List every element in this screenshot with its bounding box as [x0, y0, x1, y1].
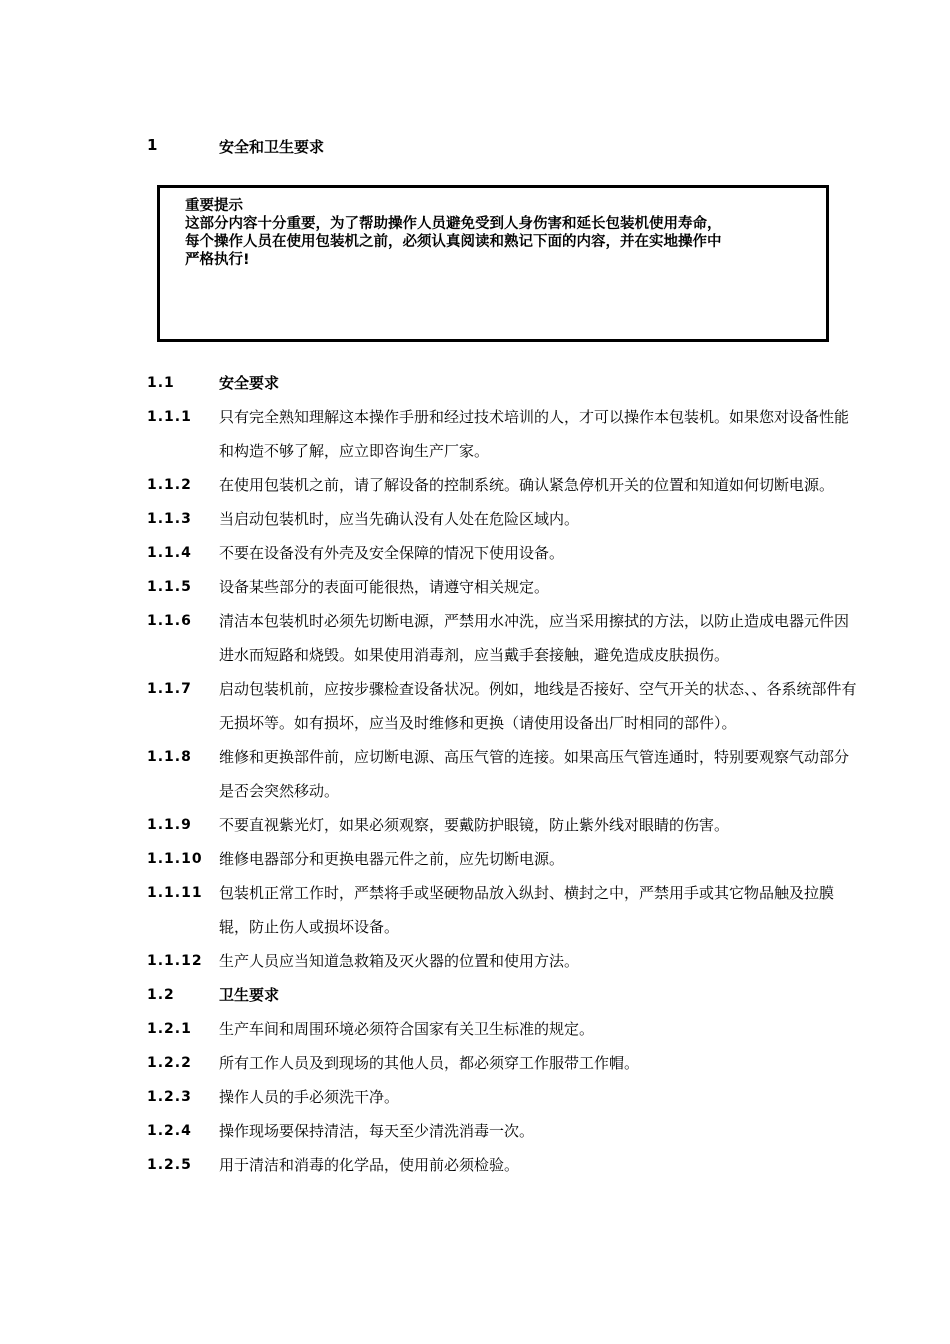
item-number: 1.1.2	[147, 477, 192, 493]
item-number: 1.1.6	[147, 613, 192, 629]
list-item	[147, 1080, 859, 1114]
item-text: 当启动包装机时，应当先确认没有人处在危险区域内。	[219, 510, 580, 528]
item-text: 设备某些部分的表面可能很热，请遵守相关规定。	[219, 578, 550, 596]
list-item	[147, 944, 859, 978]
list-item	[147, 570, 859, 604]
item-text: 不要在设备没有外壳及安全保障的情况下使用设备。	[219, 544, 565, 562]
item-number: 1.2.1	[147, 1021, 192, 1037]
list-item	[147, 1148, 859, 1182]
item-text: 不要直视紫光灯，如果必须观察，要戴防护眼镜，防止紫外线对眼睛的伤害。	[219, 816, 730, 834]
list-item	[147, 1046, 859, 1080]
item-number: 1.1.4	[147, 545, 192, 561]
chapter-heading	[147, 136, 324, 157]
item-text: 清洁本包装机时必须先切断电源，严禁用水冲洗，应当采用擦拭的方法，以防止造成电器元件因进水而短路和烧毁。如果使用消毒剂，应当戴手套接触，避免造成皮肤损伤。	[219, 612, 850, 664]
chapter-title: 安全和卫生要求	[219, 138, 325, 156]
item-text: 只有完全熟知理解这本操作手册和经过技术培训的人，才可以操作本包装机。如果您对设备性能和构造不够了解，应立即咨询生产厂家。	[219, 408, 850, 460]
list-item	[147, 672, 859, 740]
section-title: 卫生要求	[219, 986, 280, 1004]
item-number: 1.1.11	[147, 885, 203, 901]
chapter-number: 1	[147, 136, 158, 154]
item-text: 操作人员的手必须洗干净。	[219, 1088, 400, 1106]
list-item	[147, 468, 859, 502]
list-item	[147, 1012, 859, 1046]
list-item	[147, 842, 859, 876]
notice-title: 重要提示	[185, 198, 243, 214]
list-item	[147, 808, 859, 842]
item-text: 操作现场要保持清洁，每天至少清洗消毒一次。	[219, 1122, 535, 1140]
list-item	[147, 536, 859, 570]
item-number: 1.2.5	[147, 1157, 192, 1173]
list-item	[147, 876, 859, 944]
item-number: 1.2.3	[147, 1089, 192, 1105]
item-number: 1.2.2	[147, 1055, 192, 1071]
requirement-list	[147, 366, 859, 1182]
item-text: 包装机正常工作时，严禁将手或坚硬物品放入纵封、横封之中，严禁用手或其它物品触及拉膜辊，防止伤人或损坏设备。	[219, 884, 835, 936]
item-text: 在使用包装机之前，请了解设备的控制系统。确认紧急停机开关的位置和知道如何切断电源。	[219, 476, 835, 494]
item-text: 用于清洁和消毒的化学品，使用前必须检验。	[219, 1156, 520, 1174]
item-number: 1.1.3	[147, 511, 192, 527]
item-text: 维修电器部分和更换电器元件之前，应先切断电源。	[219, 850, 565, 868]
item-number: 1.2	[147, 987, 175, 1003]
section-heading	[147, 366, 859, 400]
list-item	[147, 502, 859, 536]
notice-body: 这部分内容十分重要，为了帮助操作人员避免受到人身伤害和延长包装机使用寿命， 每个操作人员在使用包装机之前，必须认真阅读和熟记下面的内容，并在实地操作中 严格执行!	[185, 216, 722, 268]
list-item	[147, 400, 859, 468]
item-number: 1.1.5	[147, 579, 192, 595]
list-item	[147, 1114, 859, 1148]
item-text: 生产人员应当知道急救箱及灭火器的位置和使用方法。	[219, 952, 580, 970]
list-item	[147, 604, 859, 672]
section-title: 安全要求	[219, 374, 280, 392]
important-notice-box	[157, 185, 829, 342]
item-text: 维修和更换部件前，应切断电源、高压气管的连接。如果高压气管连通时，特别要观察气动部分是否会突然移动。	[219, 748, 850, 800]
section-heading	[147, 978, 859, 1012]
item-number: 1.1.1	[147, 409, 192, 425]
item-text: 生产车间和周围环境必须符合国家有关卫生标准的规定。	[219, 1020, 595, 1038]
item-number: 1.1	[147, 375, 175, 391]
item-text: 启动包装机前，应按步骤检查设备状况。例如，地线是否接好、空气开关的状态、、各系统部件有无损坏等。如有损坏，应当及时维修和更换（请使用设备出厂时相同的部件）。	[219, 680, 857, 732]
item-number: 1.1.8	[147, 749, 192, 765]
item-number: 1.1.7	[147, 681, 192, 697]
item-number: 1.1.9	[147, 817, 192, 833]
list-item	[147, 740, 859, 808]
item-text: 所有工作人员及到现场的其他人员，都必须穿工作服带工作帽。	[219, 1054, 640, 1072]
item-number: 1.1.10	[147, 851, 203, 867]
item-number: 1.2.4	[147, 1123, 192, 1139]
item-number: 1.1.12	[147, 953, 203, 969]
